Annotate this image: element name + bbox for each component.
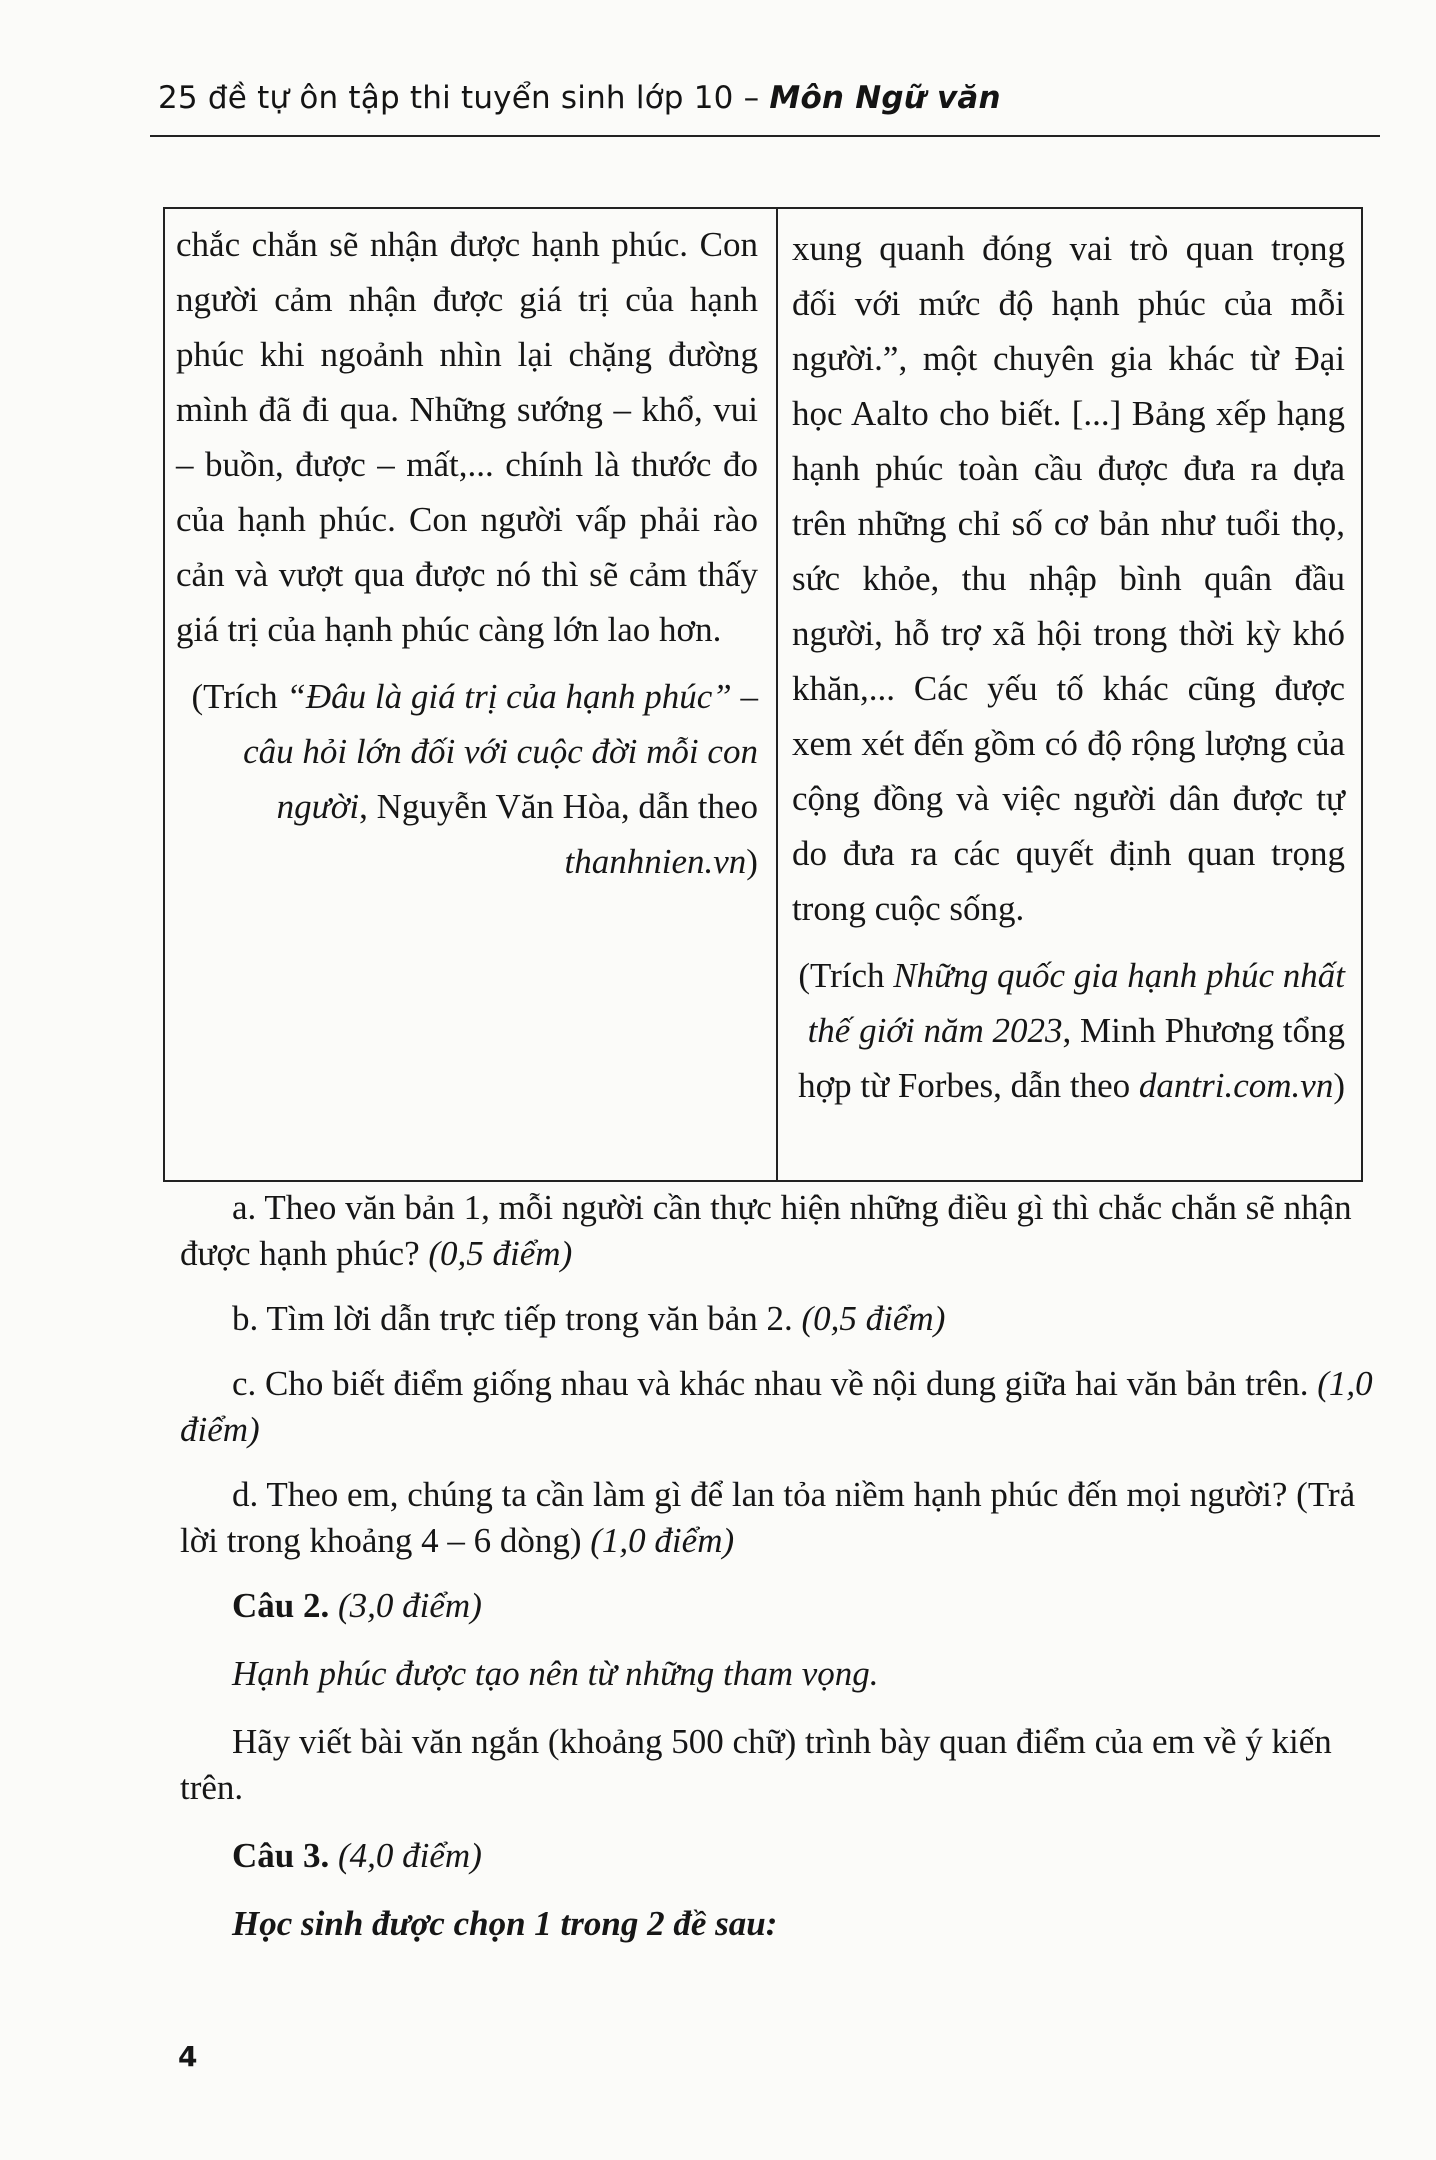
cau-3-label: Câu 3. — [232, 1836, 330, 1875]
cau-2-prompt: Hạnh phúc được tạo nên từ những tham vọng. — [232, 1654, 879, 1693]
cau-2-points: (3,0 điểm) — [338, 1586, 482, 1625]
citation-title: Những quốc gia hạnh phúc nhất thế giới năm 2023 — [807, 956, 1345, 1050]
running-header — [158, 80, 1001, 116]
subject-name: Môn Ngữ văn — [769, 80, 1001, 116]
citation-source: thanhnien.vn — [564, 842, 747, 881]
citation-open: (Trích — [798, 956, 894, 995]
citation-source: dantri.com.vn — [1138, 1066, 1334, 1105]
cau-3-points: (4,0 điểm) — [338, 1836, 482, 1875]
questions-section — [180, 1185, 1380, 1969]
book-title: 25 đề tự ôn tập thi tuyển sinh lớp 10 – — [158, 80, 760, 116]
question-b — [180, 1296, 1380, 1342]
question-b-text: b. Tìm lời dẫn trực tiếp trong văn bản 2. — [232, 1299, 793, 1338]
text-2-body: xung quanh đóng vai trò quan trọng đối với mức độ hạnh phúc của mỗi người.”, một chuyên gia khác từ Đại học Aalto cho biết. [...] Bảng xếp hạng hạnh phúc toàn cầu được đưa ra dựa trên những chỉ số cơ bản như tuổi thọ, sức khỏe, thu nhập bình quân đầu người, hỗ trợ xã hội trong thời kỳ khó khăn,... Các yếu tố khác cũng được xem xét đến gồm có độ rộng lượng của cộng đồng và việc người dân được tự do đưa ra các quyết định quan trọng trong cuộc sống. — [791, 229, 1345, 928]
cau-2-label: Câu 2. — [232, 1586, 330, 1625]
question-d — [180, 1472, 1380, 1564]
question-a-text: a. Theo văn bản 1, mỗi người cần thực hiện những điều gì thì chắc chắn sẽ nhận được hạnh phúc? — [180, 1188, 1352, 1273]
text-1-column — [165, 209, 778, 1180]
citation-author: , Nguyễn Văn Hòa, dẫn theo — [359, 787, 758, 826]
header-divider — [150, 135, 1380, 137]
cau-2-task: Hãy viết bài văn ngắn (khoảng 500 chữ) trình bày quan điểm của em về ý kiến trên. — [180, 1722, 1332, 1807]
text-2-column — [778, 209, 1361, 1180]
question-c-text: c. Cho biết điểm giống nhau và khác nhau về nội dung giữa hai văn bản trên. — [232, 1364, 1309, 1403]
question-d-points: (1,0 điểm) — [590, 1521, 735, 1560]
cau-2-heading — [180, 1583, 1380, 1629]
page-number: 4 — [178, 2040, 198, 2073]
citation-open: (Trích — [191, 677, 287, 716]
cau-3-heading — [180, 1833, 1380, 1879]
text-1-body: chắc chắn sẽ nhận được hạnh phúc. Con người cảm nhận được giá trị của hạnh phúc khi ngoảnh nhìn lại chặng đường mình đã đi qua. Những sướng – khổ, vui – buồn, được – mất,... chính là thước đo của hạnh phúc. Con người vấp phải rào cản và vượt qua được nó thì sẽ cảm thấy giá trị của hạnh phúc càng lớn lao hơn. — [176, 225, 758, 649]
question-c-points: (1,0 điểm) — [180, 1364, 1373, 1449]
text-2-citation — [792, 948, 1345, 1113]
citation-close: ) — [1333, 1066, 1345, 1105]
question-b-points: (0,5 điểm) — [801, 1299, 946, 1338]
cau-3-instruction: Học sinh được chọn 1 trong 2 đề sau: — [232, 1904, 778, 1943]
citation-author: , Minh Phương tổng hợp từ Forbes, dẫn theo — [798, 1011, 1345, 1105]
reading-texts-table — [163, 207, 1363, 1182]
question-d-text: d. Theo em, chúng ta cần làm gì để lan tỏa niềm hạnh phúc đến mọi người? (Trả lời trong khoảng 4 – 6 dòng) — [180, 1475, 1356, 1560]
citation-close: ) — [746, 842, 758, 881]
question-c — [180, 1361, 1380, 1453]
citation-title: “Đâu là giá trị của hạnh phúc” – câu hỏi lớn đối với cuộc đời mỗi con người — [243, 677, 758, 826]
text-1-citation — [176, 669, 758, 889]
question-a-points: (0,5 điểm) — [428, 1234, 573, 1273]
question-a — [180, 1185, 1380, 1277]
